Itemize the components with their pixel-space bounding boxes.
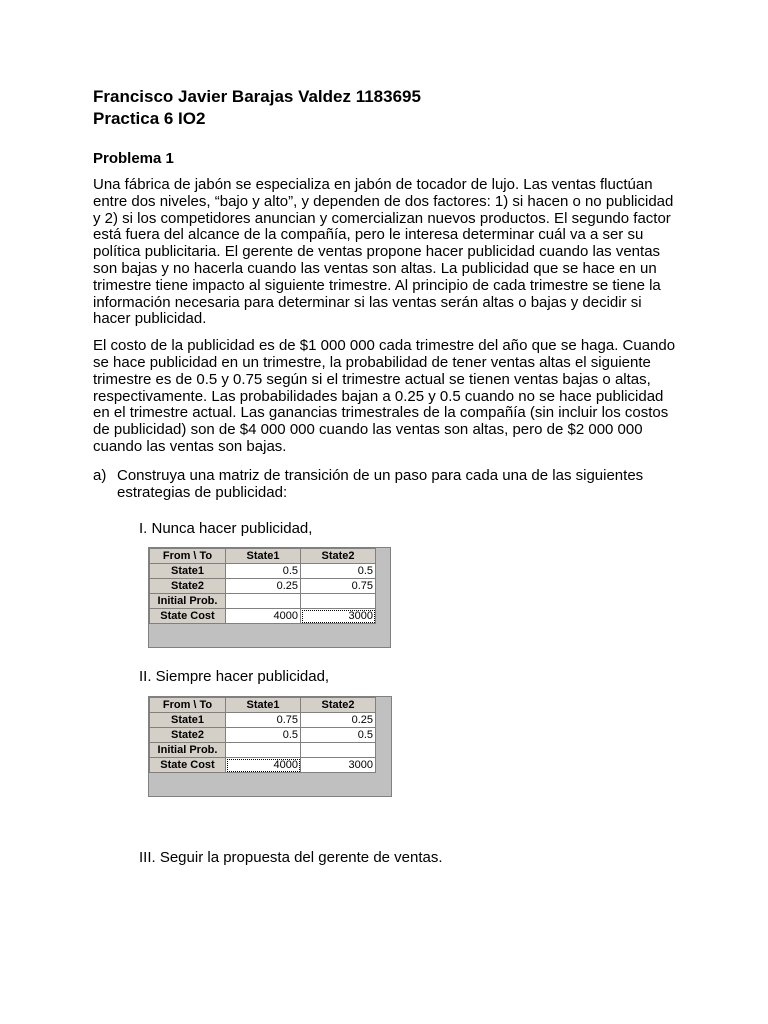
- strategy-2-label: II. Siempre hacer publicidad,: [139, 668, 330, 685]
- row-header: Initial Prob.: [150, 594, 226, 609]
- row-header: State Cost: [150, 758, 226, 773]
- table-1: [149, 548, 376, 624]
- transition-matrix-1: [148, 547, 391, 648]
- header-cell: From \ To: [150, 698, 226, 713]
- row-header: Initial Prob.: [150, 743, 226, 758]
- list-marker: a): [93, 466, 107, 484]
- table-row: [150, 758, 376, 773]
- document-subtitle: Practica 6 IO2: [93, 109, 206, 128]
- problem-heading: Problema 1: [93, 150, 174, 167]
- table-cell[interactable]: 0.75: [301, 579, 376, 594]
- selected-cell[interactable]: 3000: [301, 609, 376, 624]
- author-line: Francisco Javier Barajas Valdez 1183695: [93, 87, 421, 106]
- list-item-a: [93, 468, 683, 502]
- header-cell: State2: [301, 698, 376, 713]
- transition-matrix-2: [148, 696, 392, 797]
- table-cell[interactable]: 0.25: [226, 579, 301, 594]
- table-row: [150, 579, 376, 594]
- header-cell: From \ To: [150, 549, 226, 564]
- document-body: [93, 86, 683, 501]
- table-2: [149, 697, 376, 773]
- table-row: [150, 728, 376, 743]
- table-cell[interactable]: 0.25: [301, 713, 376, 728]
- table-cell[interactable]: 0.5: [226, 564, 301, 579]
- row-header: State2: [150, 579, 226, 594]
- strategy-1-label: I. Nunca hacer publicidad,: [139, 520, 313, 537]
- table-cell[interactable]: [226, 594, 301, 609]
- row-header: State Cost: [150, 609, 226, 624]
- table-cell[interactable]: [301, 594, 376, 609]
- selected-cell[interactable]: 4000: [226, 758, 301, 773]
- table-header-row: [150, 698, 376, 713]
- table-cell[interactable]: [301, 743, 376, 758]
- table-row: [150, 743, 376, 758]
- header-cell: State1: [226, 549, 301, 564]
- table-row: [150, 609, 376, 624]
- header-cell: State2: [301, 549, 376, 564]
- table-cell[interactable]: [226, 743, 301, 758]
- table-cell[interactable]: 0.5: [301, 728, 376, 743]
- strategy-3-label: III. Seguir la propuesta del gerente de ventas.: [139, 849, 443, 866]
- table-cell[interactable]: 4000: [226, 609, 301, 624]
- row-header: State1: [150, 564, 226, 579]
- table-cell[interactable]: 0.75: [226, 713, 301, 728]
- table-cell[interactable]: 3000: [301, 758, 376, 773]
- table-row: [150, 713, 376, 728]
- table-header-row: [150, 549, 376, 564]
- table-cell[interactable]: 0.5: [301, 564, 376, 579]
- table-row: [150, 564, 376, 579]
- header-cell: State1: [226, 698, 301, 713]
- paragraph-2: El costo de la publicidad es de $1 000 000 cada trimestre del año que se haga. Cuando se hace publicidad en un trimestre, la probabilidad de tener ventas altas el siguiente trimestre es de 0.5 y 0.75 según si el trimestre actual se tienen ventas bajas o altas, respectivamente. Las probabilidades bajan a 0.25 y 0.5 cuando no se hace publicidad en el trimestre actual. Las ganancias trimestrales de la compañía (sin incluir los costos de publicidad) son de $4 000 000 cuando las ventas son altas, pero de $2 000 000 cuando las ventas son bajas.: [93, 337, 676, 455]
- paragraph-1: Una fábrica de jabón se especializa en jabón de tocador de lujo. Las ventas fluctúan entre dos niveles, “bajo y alto”, y dependen de dos factores: 1) si hacen o no publicidad y 2) si los competidores anuncian y comercializan nuevos productos. El segundo factor está fuera del alcance de la compañía, pero le interesa determinar cuál va a ser su política publicitaria. El gerente de ventas propone hacer publicidad cuando las ventas son bajas y no hacerla cuando las ventas son altas. La publicidad que se hace en un trimestre tiene impacto al siguiente trimestre. Al principio de cada trimestre se tiene la información necesaria para determinar si las ventas serán altas o bajas y decidir si hacer publicidad.: [93, 176, 674, 328]
- list-item-text: Construya una matriz de transición de un paso para cada una de las siguientes estrategias de publicidad:: [117, 466, 644, 501]
- table-row: [150, 594, 376, 609]
- table-cell[interactable]: 0.5: [226, 728, 301, 743]
- row-header: State2: [150, 728, 226, 743]
- row-header: State1: [150, 713, 226, 728]
